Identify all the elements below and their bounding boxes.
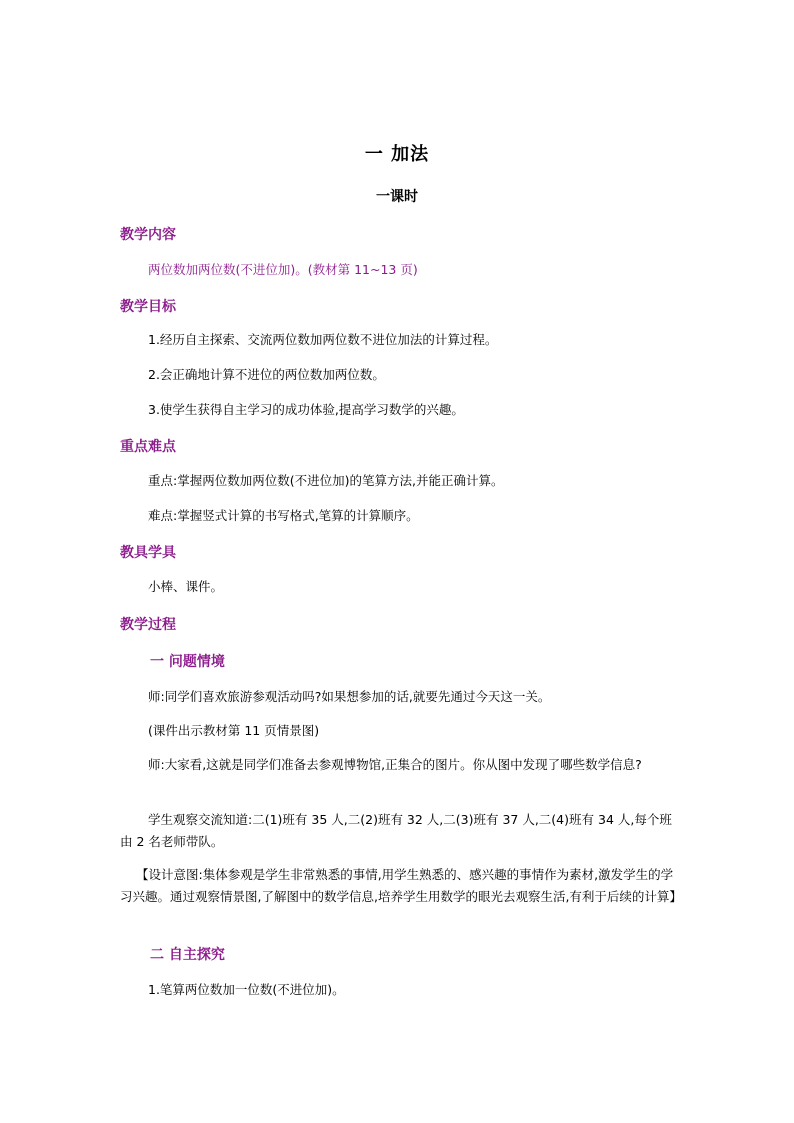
paragraph-courseware-note: (课件出示教材第 11 页情景图) [148,723,320,738]
paragraph-student-observation: 学生观察交流知道:二(1)班有 35 人,二(2)班有 32 人,二(3)班有 37 人,二(4)班有 34 人,每个班由 2 名老师带队。 [120,812,672,849]
key-point-text: 重点:掌握两位数加两位数(不进位加)的笔算方法,并能正确计算。 [148,473,504,488]
paragraph-teacher-question: 师:大家看,这就是同学们准备去参观博物馆,正集合的图片。你从图中发现了哪些数学信息? [148,757,642,772]
heading-teaching-content: 教学内容 [120,227,176,243]
paragraph-step-1: 1.笔算两位数加一位数(不进位加)。 [148,982,345,997]
goal-item-2: 2.会正确地计算不进位的两位数加两位数。 [148,367,385,382]
heading-teaching-process: 教学过程 [120,617,176,633]
subheading-self-exploration: 二 自主探究 [150,947,225,963]
heading-teaching-goals: 教学目标 [120,299,176,315]
page-subtitle: 一课时 [376,189,418,205]
hard-point-text: 难点:掌握竖式计算的书写格式,笔算的计算顺序。 [148,508,419,523]
tools-text: 小棒、课件。 [148,579,224,594]
goal-item-3: 3.使学生获得自主学习的成功体验,提高学习数学的兴趣。 [148,402,464,417]
subheading-problem-situation: 一 问题情境 [150,654,225,670]
paragraph-design-intent: 【设计意图:集体参观是学生非常熟悉的事情,用学生熟悉的、感兴趣的事情作为素材,激发学生的学习兴趣。通过观察情景图,了解图中的数学信息,培养学生用数学的眼光去观察生活,有利于后续的计算】 [120,867,682,904]
paragraph-teacher-intro: 师:同学们喜欢旅游参观活动吗?如果想参加的话,就要先通过今天这一关。 [148,689,551,704]
heading-tools: 教具学具 [120,545,176,561]
goal-item-1: 1.经历自主探索、交流两位数加两位数不进位加法的计算过程。 [148,332,498,347]
page-title: 一 加法 [364,144,430,165]
teaching-content-text: 两位数加两位数(不进位加)。(教材第 11~13 页) [148,262,418,277]
heading-key-difficult: 重点难点 [120,439,176,455]
